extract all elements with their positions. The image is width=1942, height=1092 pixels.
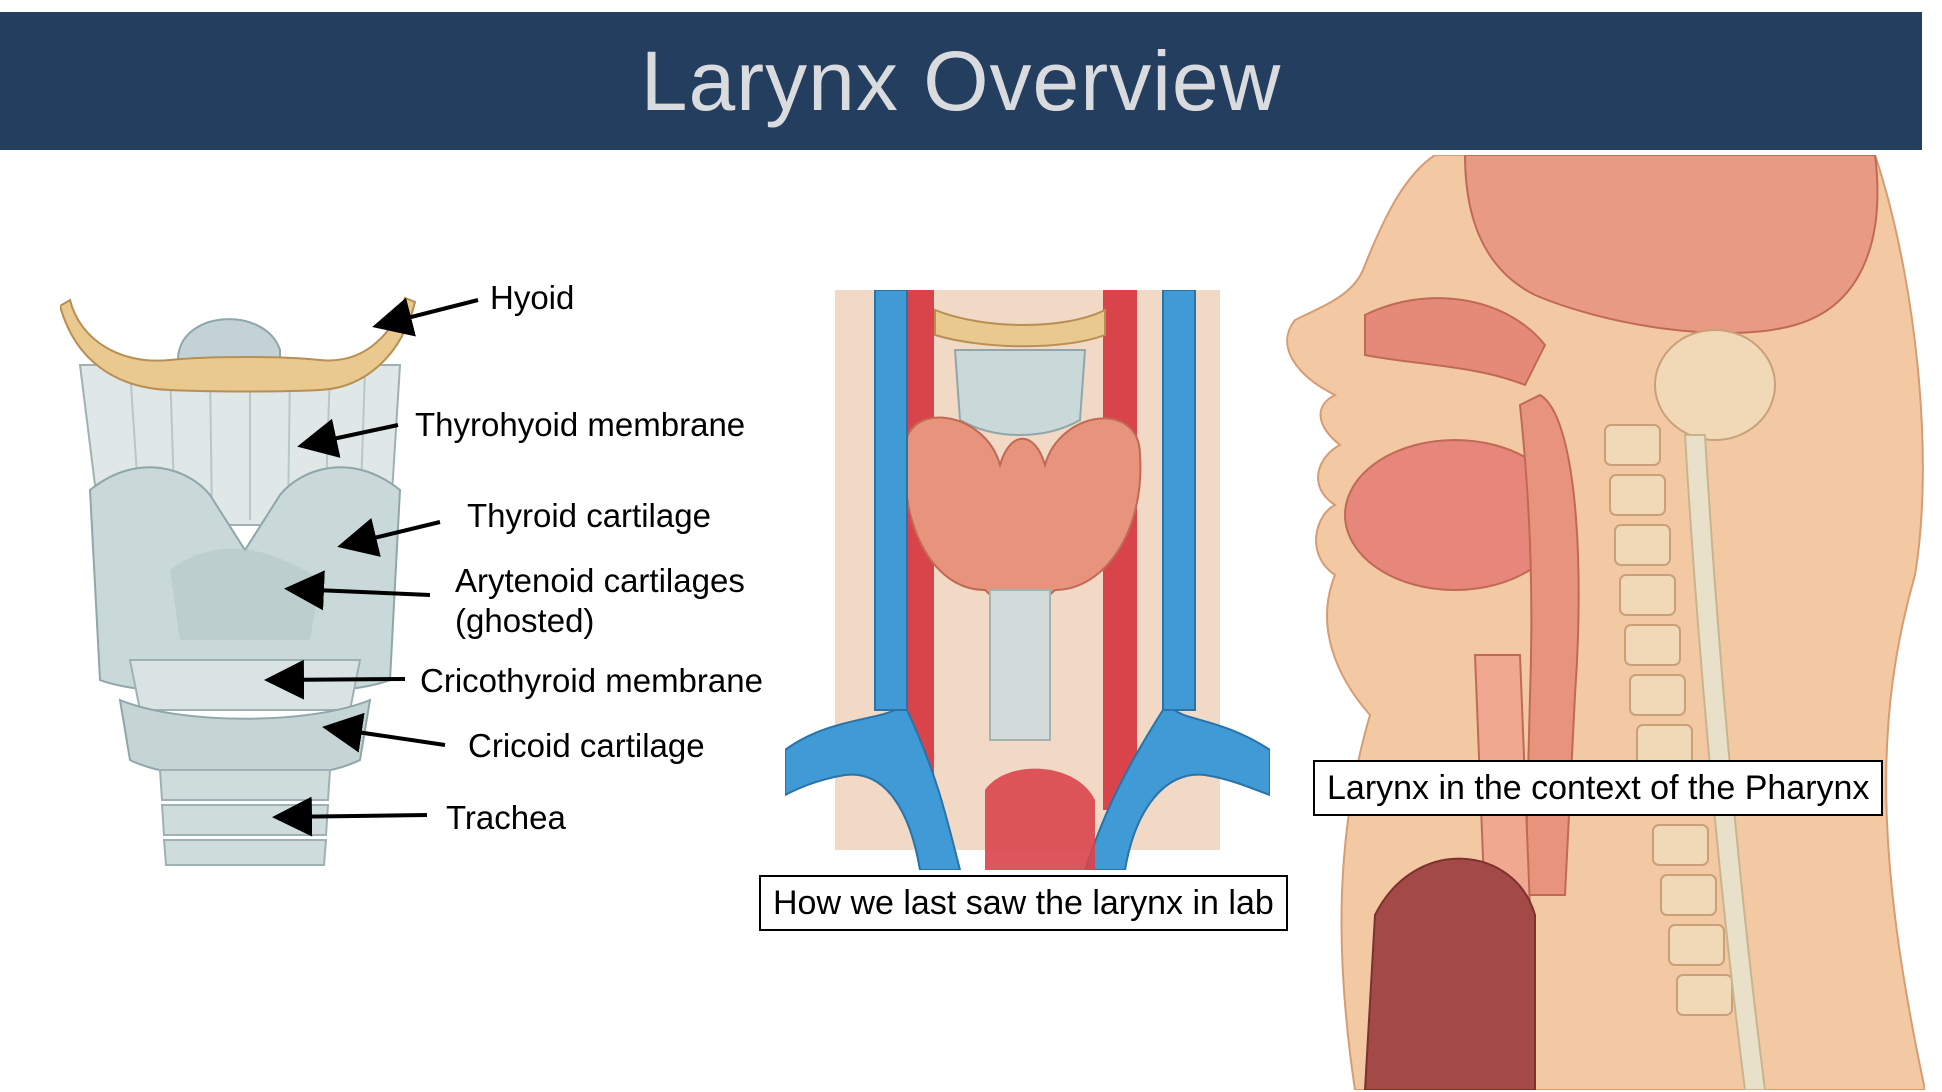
label-arytenoid-line1: Arytenoid cartilages xyxy=(455,562,745,599)
hyoid-arrow xyxy=(380,300,478,325)
caption-pharynx-context: Larynx in the context of the Pharynx xyxy=(1313,760,1883,816)
arytenoid-arrow xyxy=(292,589,430,595)
caption-lab-view: How we last saw the larynx in lab xyxy=(759,875,1288,931)
cricoid-arrow xyxy=(330,728,445,745)
label-thyrohyoid-membrane: Thyrohyoid membrane xyxy=(415,406,746,443)
neck-dissection-illustration xyxy=(785,290,1270,870)
label-arytenoid-cartilages xyxy=(455,561,745,641)
label-cricothyroid-membrane: Cricothyroid membrane xyxy=(420,662,763,699)
slide-title: Larynx Overview xyxy=(640,34,1282,128)
label-hyoid: Hyoid xyxy=(490,279,575,316)
sagittal-head-neck-illustration xyxy=(1275,155,1925,1090)
label-cricoid-cartilage: Cricoid cartilage xyxy=(468,727,705,764)
label-arytenoid-line2: (ghosted) xyxy=(455,602,595,639)
cricothyroid-arrow xyxy=(272,679,405,680)
thyrohyoid-arrow xyxy=(305,425,398,445)
thyroid-arrow xyxy=(345,522,440,545)
label-thyroid-cartilage: Thyroid cartilage xyxy=(467,497,711,534)
label-trachea: Trachea xyxy=(446,799,566,836)
trachea-arrow xyxy=(280,815,427,817)
